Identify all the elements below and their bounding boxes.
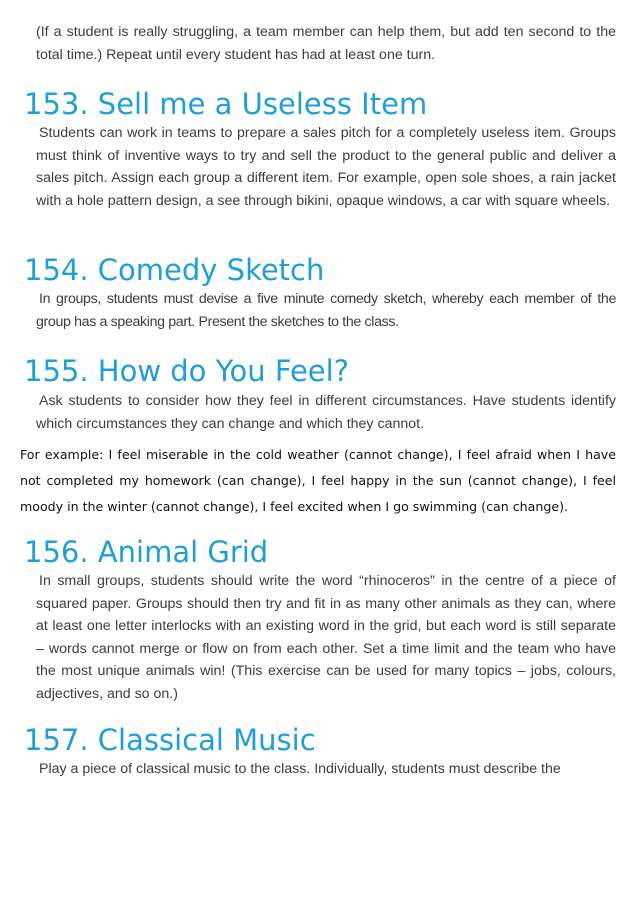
section-154-body: In groups, students must devise a five minute comedy sketch, whereby each member of the group has a speaking part. Present the sketches to the class. — [36, 291, 616, 330]
section-155-example: For example: I feel miserable in the cold weather (cannot change), I feel afraid when I have not completed my homework (can change), I feel happy in the sun (cannot change), I feel moody in the winter (cannot change), I feel excited when I go swimming (can change). — [20, 447, 616, 514]
section-156-body: In small groups, students should write the word “rhinoceros” in the centre of a piece of squared paper. Groups should then try and fit in as many other animals as they can, where at least one letter interlocks with an existing word in the grid, but each word is still separate – words cannot merge or flow on from each other. Set a time limit and the team who have the most unique animals win! (This exercise can be used for many topics – jobs, colours, adjectives, and so on.) — [36, 573, 616, 702]
section-154-heading: 154. Comedy Sketch — [24, 253, 325, 287]
section-153-body: Students can work in teams to prepare a sales pitch for a completely useless item. Groups must think of inventive ways to try and sell the product to the general public and deliver a sales pitch. Assign each group a different item. For example, open sole shoes, a rain jacket with a hole pattern design, a see through bikini, opaque windows, a car with square wheels. — [36, 125, 616, 209]
section-156-heading: 156. Animal Grid — [24, 535, 269, 569]
section-157-body: Play a piece of classical music to the class. Individually, students must describe the — [39, 761, 561, 777]
section-155-heading: 155. How do You Feel? — [24, 354, 350, 388]
section-157-heading: 157. Classical Music — [24, 723, 316, 757]
section-155-body: Ask students to consider how they feel in different circumstances. Have students identify which circumstances they can change and which they cannot. — [36, 393, 616, 432]
intro-continuation-paragraph: (If a student is really struggling, a team member can help them, but add ten second to the total time.) Repeat until every student has had at least one turn. — [36, 24, 616, 63]
section-153-heading: 153. Sell me a Useless Item — [24, 87, 428, 121]
